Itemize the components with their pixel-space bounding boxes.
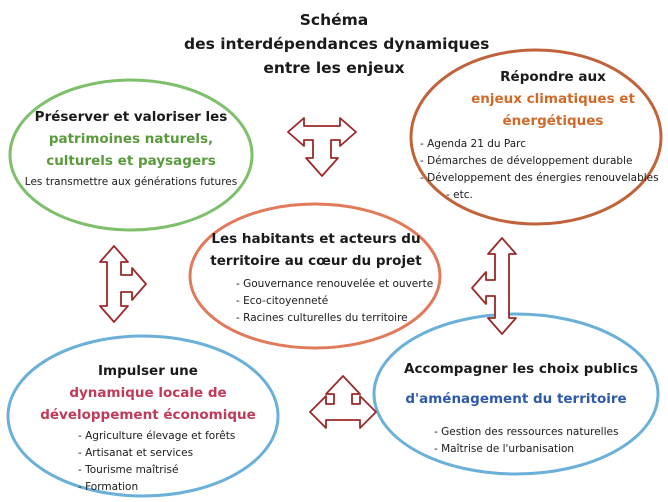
right-three-way-arrow <box>472 238 516 334</box>
center-item: - Gouvernance renouvelée et ouverte <box>236 278 434 290</box>
top-right-heading-1: Répondre aux <box>500 69 606 85</box>
top-right-block <box>420 66 659 204</box>
title-line-1: Schéma <box>299 11 369 29</box>
top-left-block <box>18 106 244 191</box>
center-block <box>200 228 432 327</box>
title-line-3: entre les enjeux <box>263 59 405 77</box>
bottom-right-block <box>404 358 639 458</box>
top-left-subtitle: Les transmettre aux générations futures <box>24 176 238 188</box>
top-right-heading-2: enjeux climatiques et <box>471 91 635 107</box>
bottom-left-item: - Artisanat et services <box>78 447 194 459</box>
top-left-heading-1: Préserver et valoriser les <box>34 109 228 125</box>
title-line-2: des interdépendances dynamiques <box>184 35 490 53</box>
bottom-left-block <box>38 360 258 496</box>
center-item: - Racines culturelles du territoire <box>236 312 408 324</box>
top-right-item: - Agenda 21 du Parc <box>420 138 527 150</box>
top-right-item: - Développement des énergies renouvelables <box>420 172 659 184</box>
bottom-left-item: - Agriculture élevage et forêts <box>78 430 236 442</box>
bottom-left-heading-2: dynamique locale de <box>69 385 227 401</box>
bottom-left-item: - Tourisme maîtrisé <box>78 464 179 476</box>
top-left-heading-3: culturels et paysagers <box>46 153 216 169</box>
bottom-right-item: - Gestion des ressources naturelles <box>434 426 619 438</box>
top-right-item: - etc. <box>446 189 473 201</box>
bottom-left-heading-1: Impulser une <box>98 363 198 379</box>
bottom-left-item: - Formation <box>78 481 139 493</box>
bottom-right-item: - Maîtrise de l'urbanisation <box>434 443 575 455</box>
bottom-right-heading-2: d'aménagement du territoire <box>405 391 627 407</box>
bottom-left-heading-3: développement économique <box>40 407 256 423</box>
center-item: - Eco-citoyenneté <box>236 295 329 307</box>
top-right-item: - Démarches de développement durable <box>420 155 633 167</box>
bottom-right-heading-1: Accompagner les choix publics <box>404 361 639 377</box>
bottom-three-way-arrow <box>310 376 376 428</box>
top-left-heading-2: patrimoines naturels, <box>48 131 214 147</box>
center-heading-2: territoire au cœur du projet <box>210 253 422 269</box>
center-heading-1: Les habitants et acteurs du <box>211 231 421 247</box>
top-right-heading-3: énergétiques <box>502 113 604 129</box>
left-three-way-arrow <box>100 246 146 322</box>
top-three-way-arrow <box>288 118 356 176</box>
